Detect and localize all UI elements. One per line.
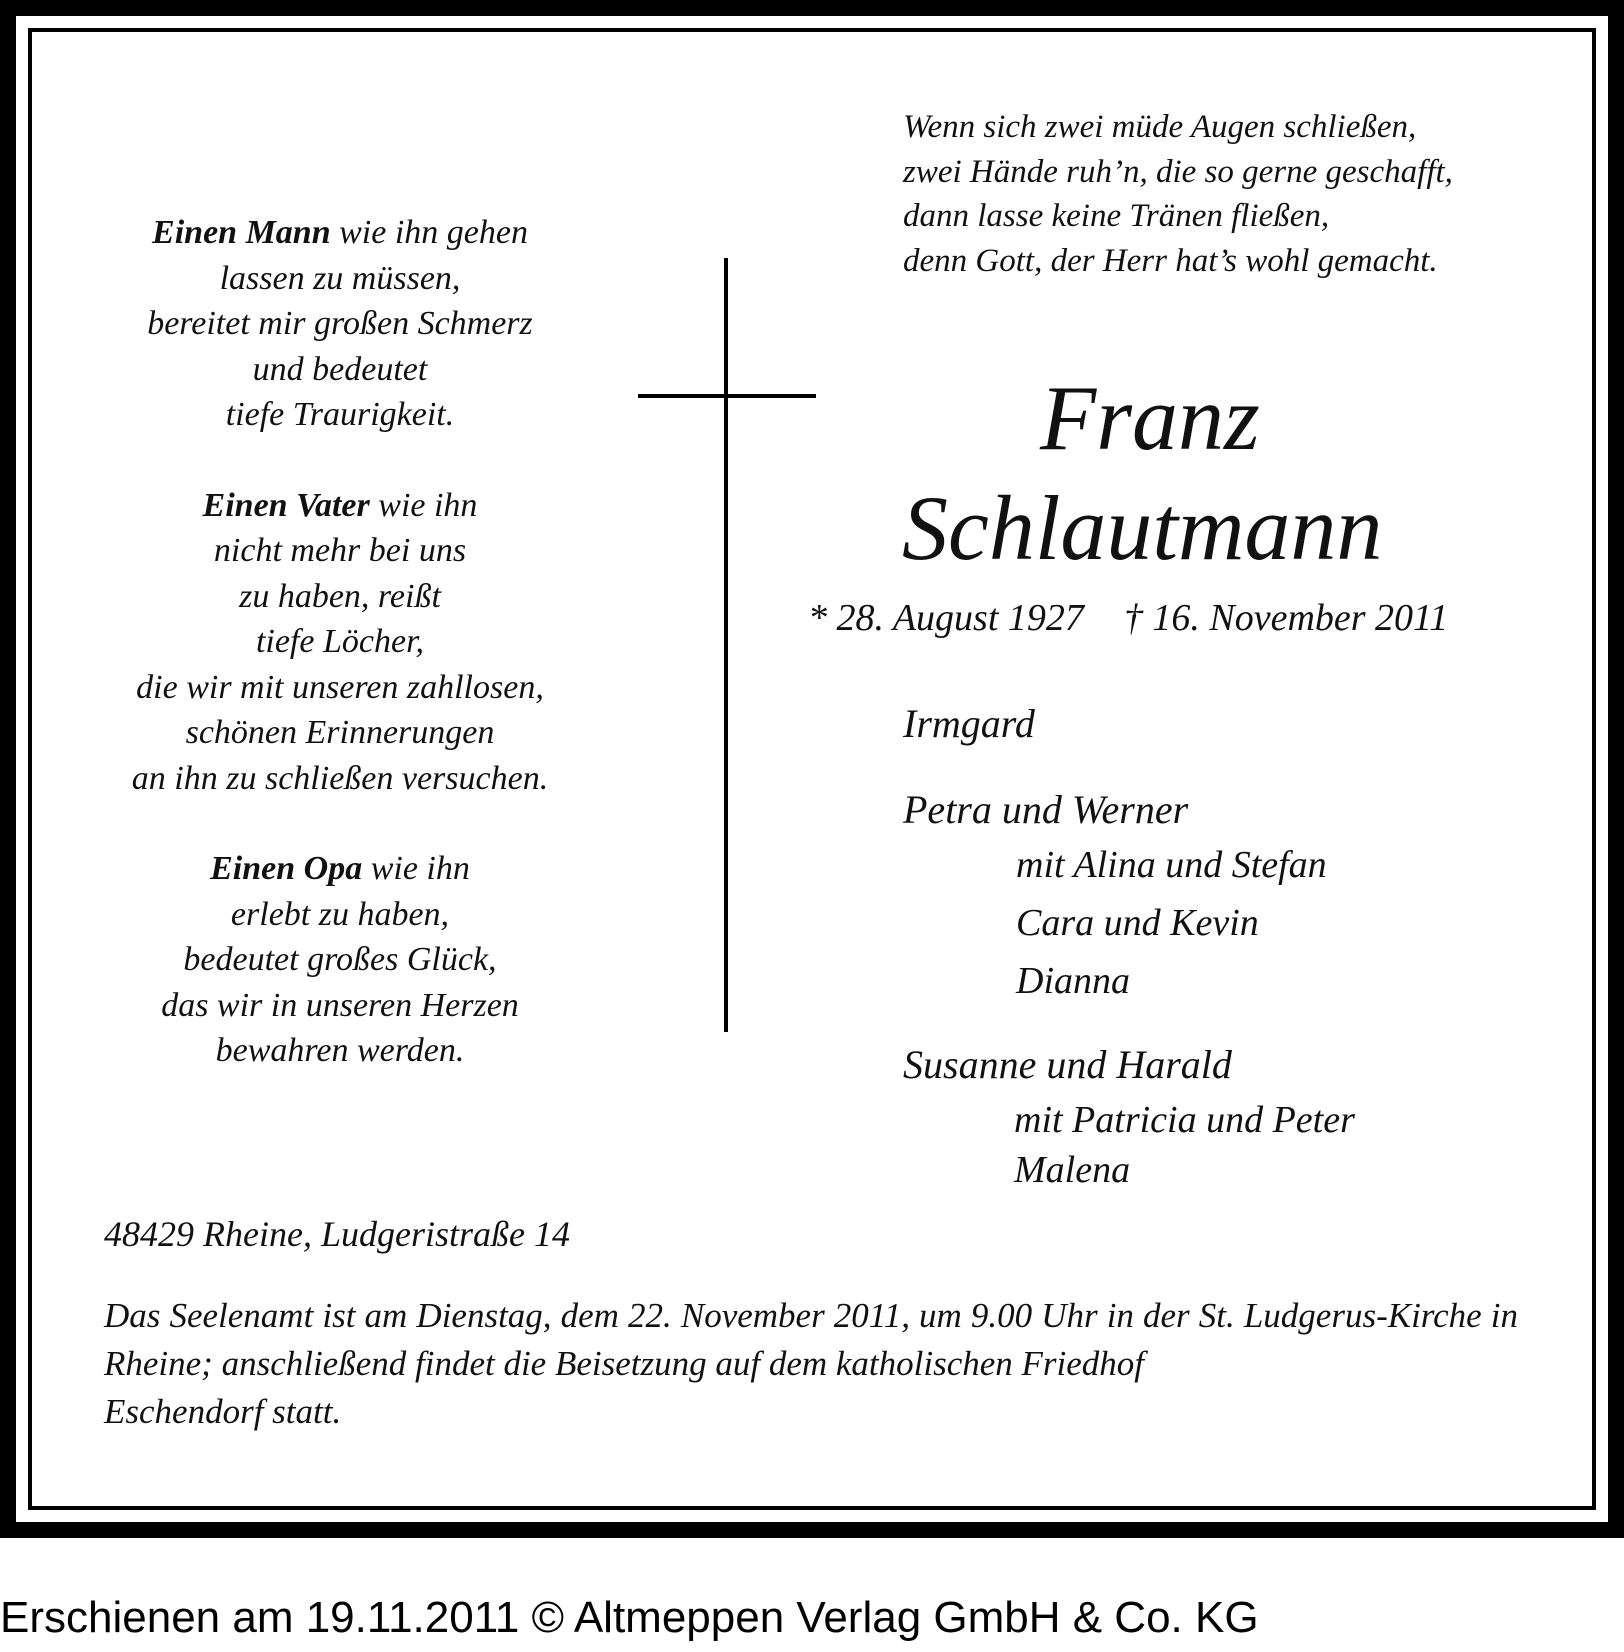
- birth-date: * 28. August 1927: [808, 597, 1084, 639]
- stanza-man: [80, 210, 600, 438]
- stanza-heading: Einen Opa: [210, 850, 363, 887]
- cross-icon-bar: [638, 394, 816, 398]
- family-grandchildren: mit Alina und Stefan: [1016, 844, 1327, 886]
- deceased-last-name: Schlautmann: [902, 477, 1383, 579]
- poem-line: tiefe Löcher,: [255, 623, 425, 660]
- poem-line: zwei Hände ruh’n, die so gerne geschafft,: [903, 153, 1453, 190]
- poem-line: dann lasse keine Tränen fließen,: [903, 198, 1330, 234]
- poem-line: schönen Erinnerungen: [185, 714, 495, 751]
- family-spouse: Irmgard: [903, 701, 1035, 746]
- stanza-father: [80, 483, 600, 802]
- stanza-text: wie ihn gehen: [330, 214, 528, 251]
- deceased-first-name: Franz: [1040, 367, 1260, 469]
- stanza-first-line: [80, 210, 600, 256]
- stanza-heading: Einen Mann: [152, 214, 331, 251]
- stanza-text: wie ihn: [362, 850, 470, 887]
- poem-line: denn Gott, der Herr hat’s wohl gemacht.: [903, 242, 1438, 279]
- poem-line: zu haben, reißt: [239, 577, 441, 615]
- cross-icon: [724, 258, 728, 1032]
- poem-line: lassen zu müssen,: [219, 259, 461, 297]
- address: 48429 Rheine, Ludgeristraße 14: [104, 1214, 570, 1254]
- poem-line: an ihn zu schließen versuchen.: [131, 759, 549, 797]
- family-child-2: Susanne und Harald: [903, 1042, 1232, 1087]
- notice-text: Das Seelenamt ist am Dienstag, dem 22. November 2011, um 9.00 Uhr in der St. Ludgerus-Kirche in Rheine; anschließend findet die Beisetzung auf dem katholischen Friedhof: [104, 1296, 1518, 1383]
- death-date: † 16. November 2011: [1123, 597, 1449, 639]
- right-poem: [903, 105, 1453, 283]
- poem-line: bedeutet großes Glück,: [183, 941, 497, 978]
- life-dates: [808, 596, 1448, 640]
- poem-line: bewahren werden.: [215, 1032, 465, 1069]
- poem-line: nicht mehr bei uns: [213, 532, 467, 569]
- stanza-first-line: [80, 483, 600, 529]
- notice-text-end: Eschendorf statt.: [104, 1392, 342, 1431]
- poem-line: und bedeutet: [252, 350, 428, 388]
- poem-line: Wenn sich zwei müde Augen schließen,: [903, 109, 1417, 145]
- poem-line: die wir mit unseren zahllosen,: [136, 668, 544, 706]
- poem-line: bereitet mir großen Schmerz: [147, 305, 533, 342]
- stanza-text: wie ihn: [369, 486, 478, 524]
- family-grandchildren: Malena: [1014, 1149, 1131, 1191]
- stanza-heading: Einen Vater: [202, 486, 370, 524]
- family-grandchildren: mit Patricia und Peter: [1014, 1099, 1355, 1141]
- funeral-notice: [104, 1292, 1518, 1436]
- left-poem: [80, 210, 600, 1119]
- family-child-1: Petra und Werner: [903, 787, 1189, 832]
- publication-footer: Erschienen am 19.11.2011 © Altmeppen Verlag GmbH & Co. KG: [0, 1593, 1259, 1642]
- poem-line: erlebt zu haben,: [230, 895, 450, 933]
- poem-line: das wir in unseren Herzen: [161, 986, 519, 1024]
- stanza-first-line: [80, 846, 600, 892]
- stanza-grandpa: [80, 846, 600, 1074]
- family-grandchildren: Dianna: [1016, 960, 1130, 1002]
- poem-line: tiefe Traurigkeit.: [225, 396, 455, 433]
- family-grandchildren: Cara und Kevin: [1016, 902, 1259, 944]
